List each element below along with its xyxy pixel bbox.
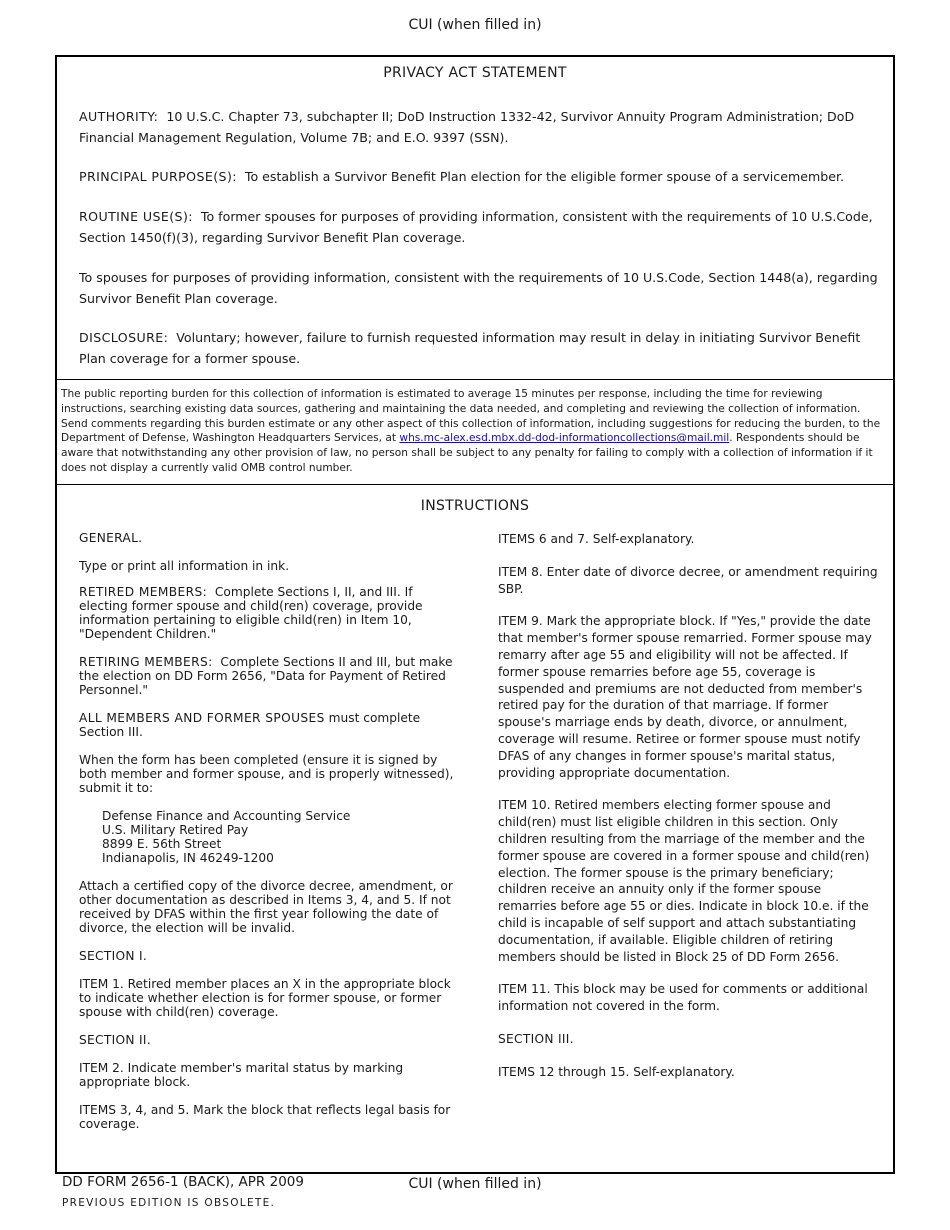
item-1-instruction: ITEM 1. Retired member places an X in the appropriate block to indicate whether election is for former spouse, or former spouse with child(ren) coverage. (79, 977, 451, 1019)
instructions-section (57, 485, 893, 1172)
instructions-right-column (498, 531, 880, 1081)
burden-text-before: The public reporting burden for this collection of information is estimated to average 15 minutes per response, including the time for reviewing instructions, searching existing data sources, gathering and maintaining the data needed, and completing and reviewing the collection of information. Send comments regarding this burden estimate or any other aspect of this collection of information, including suggestions for reducing the burden, to the Department of Defense, Washington Headquarters Services, at (61, 388, 881, 445)
purpose-paragraph (79, 166, 879, 187)
item-11-instruction: ITEM 11. This block may be used for comments or additional information not covered in the form. (498, 982, 868, 1014)
form-page (55, 55, 895, 1174)
address-line: 8899 E. 56th Street (102, 837, 222, 851)
section-2-header: SECTION II. (79, 1033, 151, 1047)
instructions-title: INSTRUCTIONS (420, 498, 530, 514)
section-3-header: SECTION III. (498, 1031, 574, 1046)
burden-text-after: . Respondents should be aware that notwithstanding any other provision of law, no person shall be subject to any penalty for failing to comply with a collection of information if it does not display a currently valid OMB control number. (61, 432, 873, 474)
retiring-members-label: RETIRING MEMBERS: (79, 655, 213, 669)
all-members-instruction (79, 711, 457, 739)
routine-use-label: ROUTINE USE(S): (79, 209, 193, 224)
attach-documentation-instruction: Attach a certified copy of the divorce decree, amendment, or other documentation as described in Items 3, 4, and 5. If not received by DFAS within the first year following the date of divorce, the election will be invalid. (79, 879, 453, 935)
form-identifier: DD FORM 2656-1 (BACK), APR 2009 (62, 1174, 304, 1190)
privacy-act-section (57, 57, 893, 380)
dfas-address (79, 809, 457, 865)
cui-marking-bottom: CUI (when filled in) (408, 1176, 542, 1192)
retired-members-label: RETIRED MEMBERS: (79, 585, 208, 599)
cui-marking-top: CUI (when filled in) (408, 17, 542, 33)
burden-statement-section (57, 380, 893, 485)
item-8-instruction: ITEM 8. Enter date of divorce decree, or amendment requiring SBP. (498, 564, 878, 596)
section-1-header: SECTION I. (79, 949, 148, 963)
item-10-instruction: ITEM 10. Retired members electing former spouse and child(ren) must list eligible children in this section. Only children resulting from the marriage of the member and the former spouse are covered in a former spouse and child(ren) election. The former spouse is the primary beneficiary; children receive an annuity only if the former spouse remarries before age 55 or dies. Indicate in block 10.e. if the child is incapable of self support and attach substantiating documentation, if available. Eligible children of retiring members should be listed in Block 25 of DD Form 2656. (498, 798, 870, 964)
burden-statement (61, 387, 887, 476)
privacy-act-title: PRIVACY ACT STATEMENT (383, 65, 567, 81)
authority-text: 10 U.S.C. Chapter 73, subchapter II; DoD Instruction 1332-42, Survivor Annuity Program Administration; DoD Financial Management Regulation, Volume 7B; and E.O. 9397 (SSN). (79, 109, 855, 145)
submission-instruction: When the form has been completed (ensure it is signed by both member and former spouse, and is properly witnessed), submit it to: (79, 753, 454, 795)
retired-members-instruction (79, 585, 457, 641)
item-9-instruction: ITEM 9. Mark the appropriate block. If "Yes," provide the date that member's former spouse remarried. Former spouse may remarry after age 55 and eligibility will not be affected. If former spouse remarries before age 55, coverage is suspended and premiums are not deducted from member's retired pay for the duration of that marriage. If former spouse's marriage ends by death, divorce, or annulment, coverage will resume. Retiree or former spouse must notify DFAS of any changes in former spouse's marital status, providing appropriate documentation. (498, 614, 872, 780)
retiring-members-instruction (79, 655, 457, 697)
disclosure-text: Voluntary; however, failure to furnish requested information may result in delay in initiating Survivor Benefit Plan coverage for a former spouse. (79, 330, 861, 366)
general-header: GENERAL. (79, 531, 143, 545)
disclosure-paragraph (79, 327, 879, 369)
routine-use-paragraph (79, 206, 879, 248)
address-line: Indianapolis, IN 46249-1200 (102, 851, 274, 865)
items-3-5-instruction: ITEMS 3, 4, and 5. Mark the block that reflects legal basis for coverage. (79, 1103, 451, 1131)
purpose-text: To establish a Survivor Benefit Plan election for the eligible former spouse of a servicemember. (244, 169, 845, 184)
retiring-members-text: Complete Sections II and III, but make the election on DD Form 2656, "Data for Payment of Retired Personnel." (79, 655, 453, 697)
burden-email-link[interactable]: whs.mc-alex.esd.mbx.dd-dod-informationcollections@mail.mil (399, 432, 730, 445)
items-12-15-instruction: ITEMS 12 through 15. Self-explanatory. (498, 1064, 735, 1079)
instructions-left-column (79, 531, 457, 1131)
disclosure-label: DISCLOSURE: (79, 330, 169, 345)
routine-use-spouses-paragraph: To spouses for purposes of providing information, consistent with the requirements of 10 U.S.Code, Section 1448(a), regarding Survivor Benefit Plan coverage. (79, 270, 878, 306)
address-line: Defense Finance and Accounting Service (102, 809, 351, 823)
address-line: U.S. Military Retired Pay (102, 823, 249, 837)
authority-label: AUTHORITY: (79, 109, 159, 124)
authority-paragraph (79, 106, 879, 148)
retired-members-text: Complete Sections I, II, and III. If electing former spouse and child(ren) coverage, provide information pertaining to eligible child(ren) in Item 10, "Dependent Children." (79, 585, 423, 641)
all-members-text: must complete Section III. (79, 711, 421, 739)
item-2-instruction: ITEM 2. Indicate member's marital status by marking appropriate block. (79, 1061, 404, 1089)
general-ink-instruction: Type or print all information in ink. (79, 559, 290, 573)
all-members-label: ALL MEMBERS AND FORMER SPOUSES (79, 711, 325, 725)
routine-use-text: To former spouses for purposes of providing information, consistent with the requirements of 10 U.S.Code, Section 1450(f)(3), regarding Survivor Benefit Plan coverage. (79, 209, 873, 245)
previous-edition-notice: PREVIOUS EDITION IS OBSOLETE. (62, 1197, 276, 1209)
items-6-7-instruction: ITEMS 6 and 7. Self-explanatory. (498, 532, 695, 546)
purpose-label: PRINCIPAL PURPOSE(S): (79, 169, 237, 184)
